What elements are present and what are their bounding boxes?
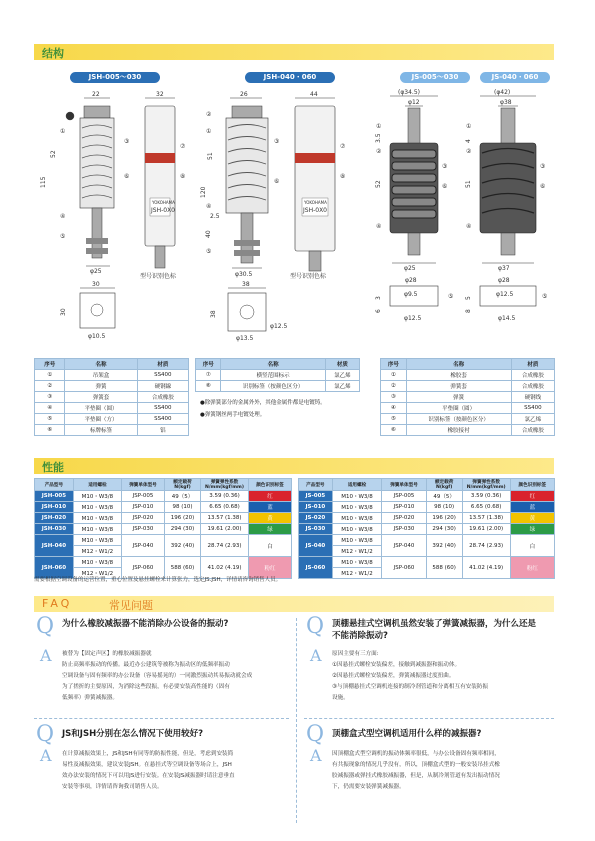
svg-text:⑤: ⑤ xyxy=(448,293,454,300)
svg-text:φ12.5: φ12.5 xyxy=(270,323,288,330)
table-row: ③ 弹簧 硬钢线 xyxy=(381,392,555,403)
svg-text:3.5: 3.5 xyxy=(375,133,382,143)
svg-text:①: ① xyxy=(376,123,382,130)
svg-text:φ12.5: φ12.5 xyxy=(404,315,422,322)
faq-header-bar xyxy=(34,596,554,612)
table-row: JSH-010 M10・W3/8 JSP-010 98 (10) 6.65 (0.68) 蓝 xyxy=(35,502,292,513)
svg-text:2.5: 2.5 xyxy=(210,213,220,220)
svg-text:YOKOHAMA: YOKOHAMA xyxy=(304,200,327,205)
faq-a4-mark: A xyxy=(310,746,322,765)
svg-text:51: 51 xyxy=(207,152,214,160)
faq-q2-mark: Q xyxy=(306,614,325,639)
faq-q3-question: JS和JSH分别在怎么情况下使用较好? xyxy=(62,729,204,739)
model-tag-js-005-030: JS-005～030 xyxy=(400,72,470,83)
parts-table-mid: 序号 名称 材质 ⑦ 横竖范围标示 氯乙烯 ⑧ 识别标签（按颜色区分） 氯乙烯 xyxy=(195,358,360,392)
parts-table-left: 序号 名称 材质 ① 吊架盒 SS400 ② 弹簧 硬钢線 ③ 弹簧套 合成橡胶 ④ 平垫圈（圆） SS400 ⑤ 平垫圈（方） SS400 ⑥ 标牌标签 铝 xyxy=(34,358,189,436)
model-tag-js-040-060: JS-040・060 xyxy=(480,72,550,83)
svg-text:YOKOHAMA: YOKOHAMA xyxy=(152,200,175,205)
svg-text:26: 26 xyxy=(240,91,248,98)
table-row: ① 吊架盒 SS400 xyxy=(35,370,189,381)
table-row: ⑤ 识别标签（按颜色区分） 氯乙烯 xyxy=(381,414,555,425)
svg-text:③: ③ xyxy=(442,163,448,170)
structure-title: 结构 xyxy=(42,47,64,60)
table-row: JSH-040 M10・W3/8 JSP-040 392 (40) 28.74 (2.93) 白 xyxy=(35,535,292,546)
svg-text:φ9.5: φ9.5 xyxy=(404,291,418,298)
svg-text:(φ34.5): (φ34.5) xyxy=(398,89,420,96)
svg-text:(φ42): (φ42) xyxy=(494,89,511,96)
faq-mid-divider-left xyxy=(34,718,289,719)
table-row: JS-005 M10・W3/8 JSP-005 49（5） 3.59 (0.36) 红 xyxy=(299,491,555,502)
faq-mid-divider-right xyxy=(304,718,554,719)
svg-text:6: 6 xyxy=(375,309,382,313)
svg-text:φ12: φ12 xyxy=(408,99,420,106)
table-row: JSH-005 M10・W3/8 JSP-005 49（5） 3.59 (0.36) 红 xyxy=(35,491,292,502)
table-row: ④ 平垫圈（圆） SS400 xyxy=(35,403,189,414)
perf-note: 需要根据空调设备的运营位置，重心位置及悬挂螺栓来计算张力，选定JS.JSH，详情请咨询销售人员。 xyxy=(34,577,282,583)
svg-text:40: 40 xyxy=(205,230,212,238)
svg-text:φ12.5: φ12.5 xyxy=(496,291,514,298)
faq-title: FAQ xyxy=(42,597,73,610)
model-tag-jsh-005-030: JSH-005～030 xyxy=(70,72,160,83)
svg-text:⑧: ⑧ xyxy=(340,173,346,180)
svg-text:②: ② xyxy=(466,148,472,155)
svg-text:φ14.5: φ14.5 xyxy=(498,315,516,322)
svg-text:⑤: ⑤ xyxy=(206,248,212,255)
svg-text:φ30.5: φ30.5 xyxy=(235,271,253,278)
svg-text:φ25: φ25 xyxy=(404,265,416,272)
svg-text:4: 4 xyxy=(465,139,472,143)
svg-text:④: ④ xyxy=(206,203,212,210)
svg-text:38: 38 xyxy=(242,281,250,288)
svg-text:②: ② xyxy=(206,111,212,118)
performance-header-bar xyxy=(34,458,554,474)
svg-text:③: ③ xyxy=(124,138,130,145)
table-row: JS-020 M10・W3/8 JSP-020 196 (20) 13.57 (1.38) 黄 xyxy=(299,513,555,524)
faq-a2-answer: 原因主要有三方面: ①因悬挂式螺栓安装偏差，接触到减振器和振动体。 ②因悬挂式螺栓安装偏差，弹簧减振器过度扭曲。 ③与顶棚悬挂式空调机连接的制冷剂管道和分离相互有安装防振 设施。 xyxy=(332,651,489,701)
faq-q4-mark: Q xyxy=(306,722,325,747)
svg-text:32: 32 xyxy=(156,91,164,98)
model-tag-jsh-040-060: JSH-040・060 xyxy=(245,72,335,83)
svg-text:φ25: φ25 xyxy=(90,268,102,275)
table-row: JSH-020 M10・W3/8 JSP-020 196 (20) 13.57 (1.38) 黄 xyxy=(35,513,292,524)
svg-text:⑦: ⑦ xyxy=(180,143,186,150)
parts-table-right: 序号 名称 材质 ① 橡胶套 合成橡胶 ② 弹簧套 合成橡胶 ③ 弹簧 硬钢线 ④ 平垫圈（圆） SS400 ⑤ 识别标签（按颜色区分） 氯乙烯 ⑥ 橡胶接衬 合成橡胶 xyxy=(380,358,555,436)
faq-a1-answer: 被替为【固定声区】的橡胶减振器就 防止高频率振动的传播。最近办公建筑等被称为振动区的低频率振动 空调设备与固有频率的办公设备（容易摇晃的）一同激烈振动其易振动就会成 为了搓折的主要原因，为消除这些段振，有必要安装高性能的（固有 低频率）弹簧减振器。 xyxy=(62,651,253,701)
table-row: JSH-030 M10・W3/8 JSP-030 294 (30) 19.61 (2.00) 绿 xyxy=(35,524,292,535)
drawing-jsh-005-030 xyxy=(40,88,200,348)
parts-note-2: ●弹簧钢丝两手电镀处理。 xyxy=(200,412,266,418)
svg-text:φ38: φ38 xyxy=(500,99,512,106)
svg-text:5: 5 xyxy=(465,296,472,300)
svg-text:②: ② xyxy=(68,113,74,120)
faq-q4-question: 顶棚盒式型空调机适用什么样的减振器? xyxy=(332,729,482,739)
svg-text:51: 51 xyxy=(465,180,472,188)
svg-text:③: ③ xyxy=(540,163,546,170)
svg-text:φ28: φ28 xyxy=(498,277,510,284)
drawing-jsh-040-060 xyxy=(200,88,360,348)
svg-text:120: 120 xyxy=(200,186,207,198)
faq-q1-question: 为什么橡胶减振器不能消除办公设备的振动? xyxy=(62,619,229,629)
svg-text:φ28: φ28 xyxy=(405,277,417,284)
svg-text:⑤: ⑤ xyxy=(60,233,66,240)
table-row: JSH-060 M10・W3/8 JSP-060 588 (60) 41.02 (4.19) 粉红 xyxy=(35,557,292,568)
svg-text:⑦: ⑦ xyxy=(340,143,346,150)
svg-text:型号识别色标: 型号识别色标 xyxy=(290,273,327,280)
svg-text:30: 30 xyxy=(60,308,67,316)
table-row: ⑦ 横竖范围标示 氯乙烯 xyxy=(196,370,360,381)
faq-q3-mark: Q xyxy=(36,722,55,747)
svg-text:115: 115 xyxy=(40,176,47,188)
faq-a1-mark: A xyxy=(40,646,52,665)
svg-text:④: ④ xyxy=(376,223,382,230)
svg-text:44: 44 xyxy=(310,91,318,98)
table-row: JS-010 M10・W3/8 JSP-010 98 (10) 6.65 (0.68) 蓝 xyxy=(299,502,555,513)
svg-text:型号识别色标: 型号识别色标 xyxy=(140,273,177,280)
table-row: ② 弹簧套 合成橡胶 xyxy=(381,381,555,392)
svg-text:22: 22 xyxy=(92,91,100,98)
table-row: ⑥ 标牌标签 铝 xyxy=(35,425,189,436)
table-row: ⑤ 平垫圈（方） SS400 xyxy=(35,414,189,425)
svg-text:52: 52 xyxy=(375,180,382,188)
perf-table-right: 产品型号 适用螺栓 弹簧单体型号 额定载荷 N(kgf) 弹簧弹性系数 N/mm(kgf/mm) 颜色识别标签 JS-005 M10・W3/8 JSP-005 49（5） 3.59 (0.36) 红 JS-010 M10・W3/8 JSP-010 98 (10) 6.65 (0.68) 蓝 JS-020 M10・W3/8 JSP-020 196 (20) 13.57 (1.38) 黄 JS-030 M10・W3/8 JSP-030 294 (30) 19.61 (2.00) 绿 JS-040 M10・W3/8 JSP-040 392 (40) 28.74 (2.93) 白 M12・W1/2 JS-060 M10・W3/8 JSP-060 588 (60) 41.02 (4.19) 粉红 M12・W1/2 xyxy=(298,478,555,579)
faq-a2-mark: A xyxy=(310,646,322,665)
svg-text:φ37: φ37 xyxy=(498,265,510,272)
faq-q2-question: 顶棚悬挂式空调机虽然安装了弹簧减振器，为什么还是不能消除振动? xyxy=(332,619,537,641)
parts-note-1: ●除弹簧部分的金属外外，其他金属件都是电镀铸。 xyxy=(200,400,326,406)
svg-text:JSH-0X0: JSH-0X0 xyxy=(151,207,175,214)
faq-center-divider xyxy=(296,618,297,823)
svg-text:φ10.5: φ10.5 xyxy=(88,333,106,340)
svg-text:φ13.5: φ13.5 xyxy=(236,335,254,342)
faq-q1-mark: Q xyxy=(36,614,55,639)
svg-text:⑧: ⑧ xyxy=(180,173,186,180)
table-row: ④ 平垫圈（圆） SS400 xyxy=(381,403,555,414)
performance-title: 性能 xyxy=(42,461,64,474)
table-row: ⑧ 识别标签（按颜色区分） 氯乙烯 xyxy=(196,381,360,392)
faq-a4-answer: 因顶棚盒式型空调机的振动体频率很低，与办公设备固有频率相同， 有共振现象的情况几乎没有，所以，顶棚盒式型的一般安装吊挂式橡 胶减振器或弹挂式橡胶减振器，但是，从制冷剂管道有发出振动情况 下，仍需要安装弹簧减振器。 xyxy=(332,751,500,790)
svg-text:⑥: ⑥ xyxy=(442,183,448,190)
table-row: JS-040 M10・W3/8 JSP-040 392 (40) 28.74 (2.93) 白 xyxy=(299,535,555,546)
perf-table-left: 产品型号 适用螺栓 弹簧单体型号 额定载荷 N(kgf) 弹簧弹性系数 N/mm(kgf/mm) 颜色识别标签 JSH-005 M10・W3/8 JSP-005 49（5） 3.59 (0.36) 红 JSH-010 M10・W3/8 JSP-010 98 (10) 6.65 (0.68) 蓝 JSH-020 M10・W3/8 JSP-020 196 (20) 13.57 (1.38) 黄 JSH-030 M10・W3/8 JSP-030 294 (30) 19.61 (2.00) 绿 JSH-040 M10・W3/8 JSP-040 392 (40) 28.74 (2.93) 白 M12・W1/2 JSH-060 M10・W3/8 JSP-060 588 (60) 41.02 (4.19) 粉红 M12・W1/2 xyxy=(34,478,292,579)
svg-text:⑥: ⑥ xyxy=(124,173,130,180)
svg-text:③: ③ xyxy=(274,138,280,145)
faq-subtitle: 常见问题 xyxy=(109,599,153,612)
svg-text:①: ① xyxy=(466,123,472,130)
svg-text:④: ④ xyxy=(466,223,472,230)
svg-text:JSH-0X0: JSH-0X0 xyxy=(303,207,327,214)
svg-text:④: ④ xyxy=(60,213,66,220)
table-row: ② 弹簧 硬钢線 xyxy=(35,381,189,392)
table-row: JS-060 M10・W3/8 JSP-060 588 (60) 41.02 (4.19) 粉红 xyxy=(299,557,555,568)
svg-text:⑤: ⑤ xyxy=(542,293,548,300)
svg-text:8: 8 xyxy=(465,309,472,313)
faq-a3-answer: 在计算减振效果上，JS和JSH有同等的防振性能，但是，考虑到安装简 易性及减振效果，建议安装JSH。在悬挂式等空调设备等场合上，JSH 效办法安装的情况下可以用JS进行安装。在安装JS减振器时请注意垂直 安装等事项，详情请咨询我司销售人员。 xyxy=(62,751,235,790)
table-row: ① 橡胶套 合成橡胶 xyxy=(381,370,555,381)
svg-text:38: 38 xyxy=(210,310,217,318)
drawing-js-005-030 xyxy=(370,88,465,348)
svg-text:3: 3 xyxy=(375,296,382,300)
table-row: JS-030 M10・W3/8 JSP-030 294 (30) 19.61 (2.00) 绿 xyxy=(299,524,555,535)
svg-text:②: ② xyxy=(376,148,382,155)
svg-text:⑥: ⑥ xyxy=(274,178,280,185)
table-row: ③ 弹簧套 合成橡胶 xyxy=(35,392,189,403)
svg-text:52: 52 xyxy=(50,150,57,158)
svg-text:①: ① xyxy=(60,128,66,135)
faq-a3-mark: A xyxy=(40,746,52,765)
svg-text:①: ① xyxy=(206,128,212,135)
structure-header-bar xyxy=(34,44,554,60)
table-row: ⑥ 橡胶接衬 合成橡胶 xyxy=(381,425,555,436)
svg-text:30: 30 xyxy=(92,281,100,288)
drawing-js-040-060 xyxy=(460,88,555,348)
svg-text:⑥: ⑥ xyxy=(540,183,546,190)
